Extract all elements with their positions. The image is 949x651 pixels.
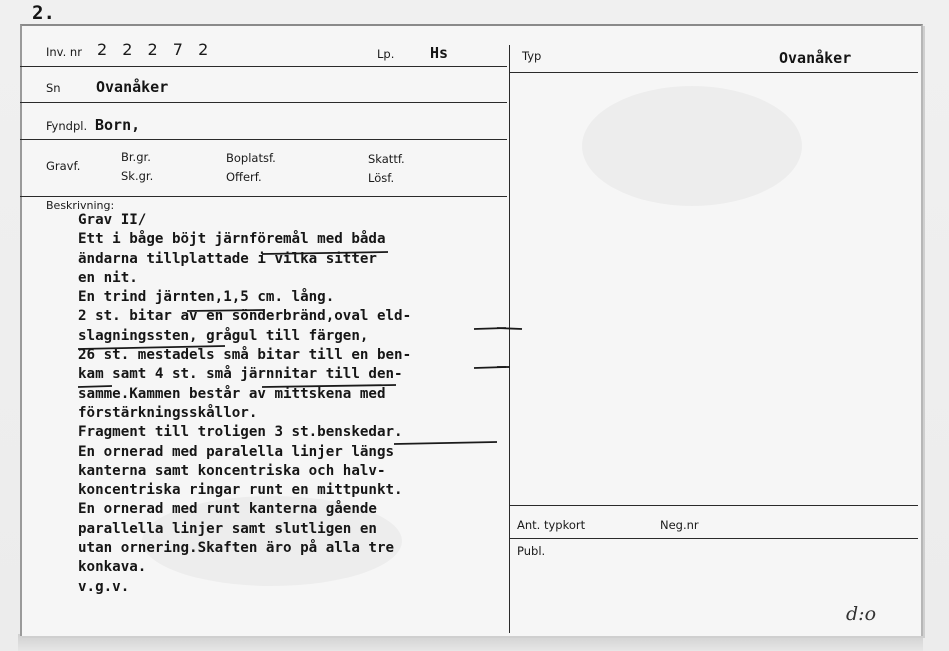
description-line: konkava. xyxy=(78,559,147,576)
underline-mark xyxy=(78,346,225,349)
lp-label: Lp. xyxy=(377,47,395,61)
hyphen-mark xyxy=(497,328,522,329)
ant-typkort-divider xyxy=(510,505,918,506)
underline-mark xyxy=(394,442,497,444)
ant-typkort-label: Ant. typkort xyxy=(517,518,586,532)
beskrivning-label: Beskrivning: xyxy=(46,199,115,212)
underline-mark xyxy=(78,386,112,387)
description-line: kanterna samt koncentriska och halv- xyxy=(78,462,386,479)
neg-nr-label: Neg.nr xyxy=(660,518,699,532)
description-line: parallella linjer samt slutligen en xyxy=(78,520,377,537)
losf-label: Lösf. xyxy=(368,171,395,185)
publ-label: Publ. xyxy=(517,544,546,558)
description-line: kam samt 4 st. små järnnitar till den- xyxy=(78,366,403,383)
description-line: Fragment till troligen 3 st.benskedar. xyxy=(78,424,403,441)
description-line: slagningssten, grågul till färgen, xyxy=(78,327,369,344)
description-line: Grav II/ xyxy=(78,212,147,228)
corner-number: 2. xyxy=(32,2,55,24)
description-line: en nit. xyxy=(78,269,138,286)
description-line: 26 st. mestadels små bitar till en ben- xyxy=(78,347,412,364)
inv-nr-label: Inv. nr xyxy=(46,45,82,59)
skattf-label: Skattf. xyxy=(368,152,405,166)
description-line: En trind järnten,1,5 cm. lång. xyxy=(78,289,335,306)
fyndpl-value: Born, xyxy=(95,116,141,134)
typ-value: Ovanåker xyxy=(779,49,852,67)
description-line: förstärkningsskållor. xyxy=(78,404,258,421)
description-line: utan ornering.Skaften äro på alla tre xyxy=(78,540,395,557)
description-line: ändarna tillplattade i vilka sitter xyxy=(78,250,377,267)
lp-value: Hs xyxy=(430,44,449,62)
typ-label: Typ xyxy=(522,49,542,63)
description-line: samme.Kammen består av mittskena med xyxy=(78,385,386,402)
skgr-label: Sk.gr. xyxy=(121,169,154,183)
sn-label: Sn xyxy=(46,81,61,95)
sn-value: Ovanåker xyxy=(96,78,169,96)
description-line: v.g.v. xyxy=(78,578,130,595)
underline-mark xyxy=(262,385,396,387)
gravf-label: Gravf. xyxy=(46,159,81,173)
publ-divider xyxy=(510,538,918,539)
underline-mark xyxy=(262,252,388,254)
brgr-label: Br.gr. xyxy=(121,150,151,164)
underline-mark xyxy=(187,310,264,311)
description-line: En ornerad med runt kanterna gående xyxy=(78,501,377,518)
offerf-label: Offerf. xyxy=(226,170,262,184)
inv-nr-value: 2 2 2 7 2 xyxy=(97,40,214,59)
description-line: En ornerad med paralella linjer längs xyxy=(78,443,395,460)
description-line: 2 st. bitar av en sönderbränd,oval eld- xyxy=(78,308,412,325)
description-line: Ett i båge böjt järnföremål med båda xyxy=(78,231,386,248)
fyndpl-label: Fyndpl. xyxy=(46,119,88,133)
boplatsf-label: Boplatsf. xyxy=(226,151,276,165)
description-line: koncentriska ringar runt en mittpunkt. xyxy=(78,482,403,499)
handwritten-note: d:o xyxy=(846,603,877,625)
